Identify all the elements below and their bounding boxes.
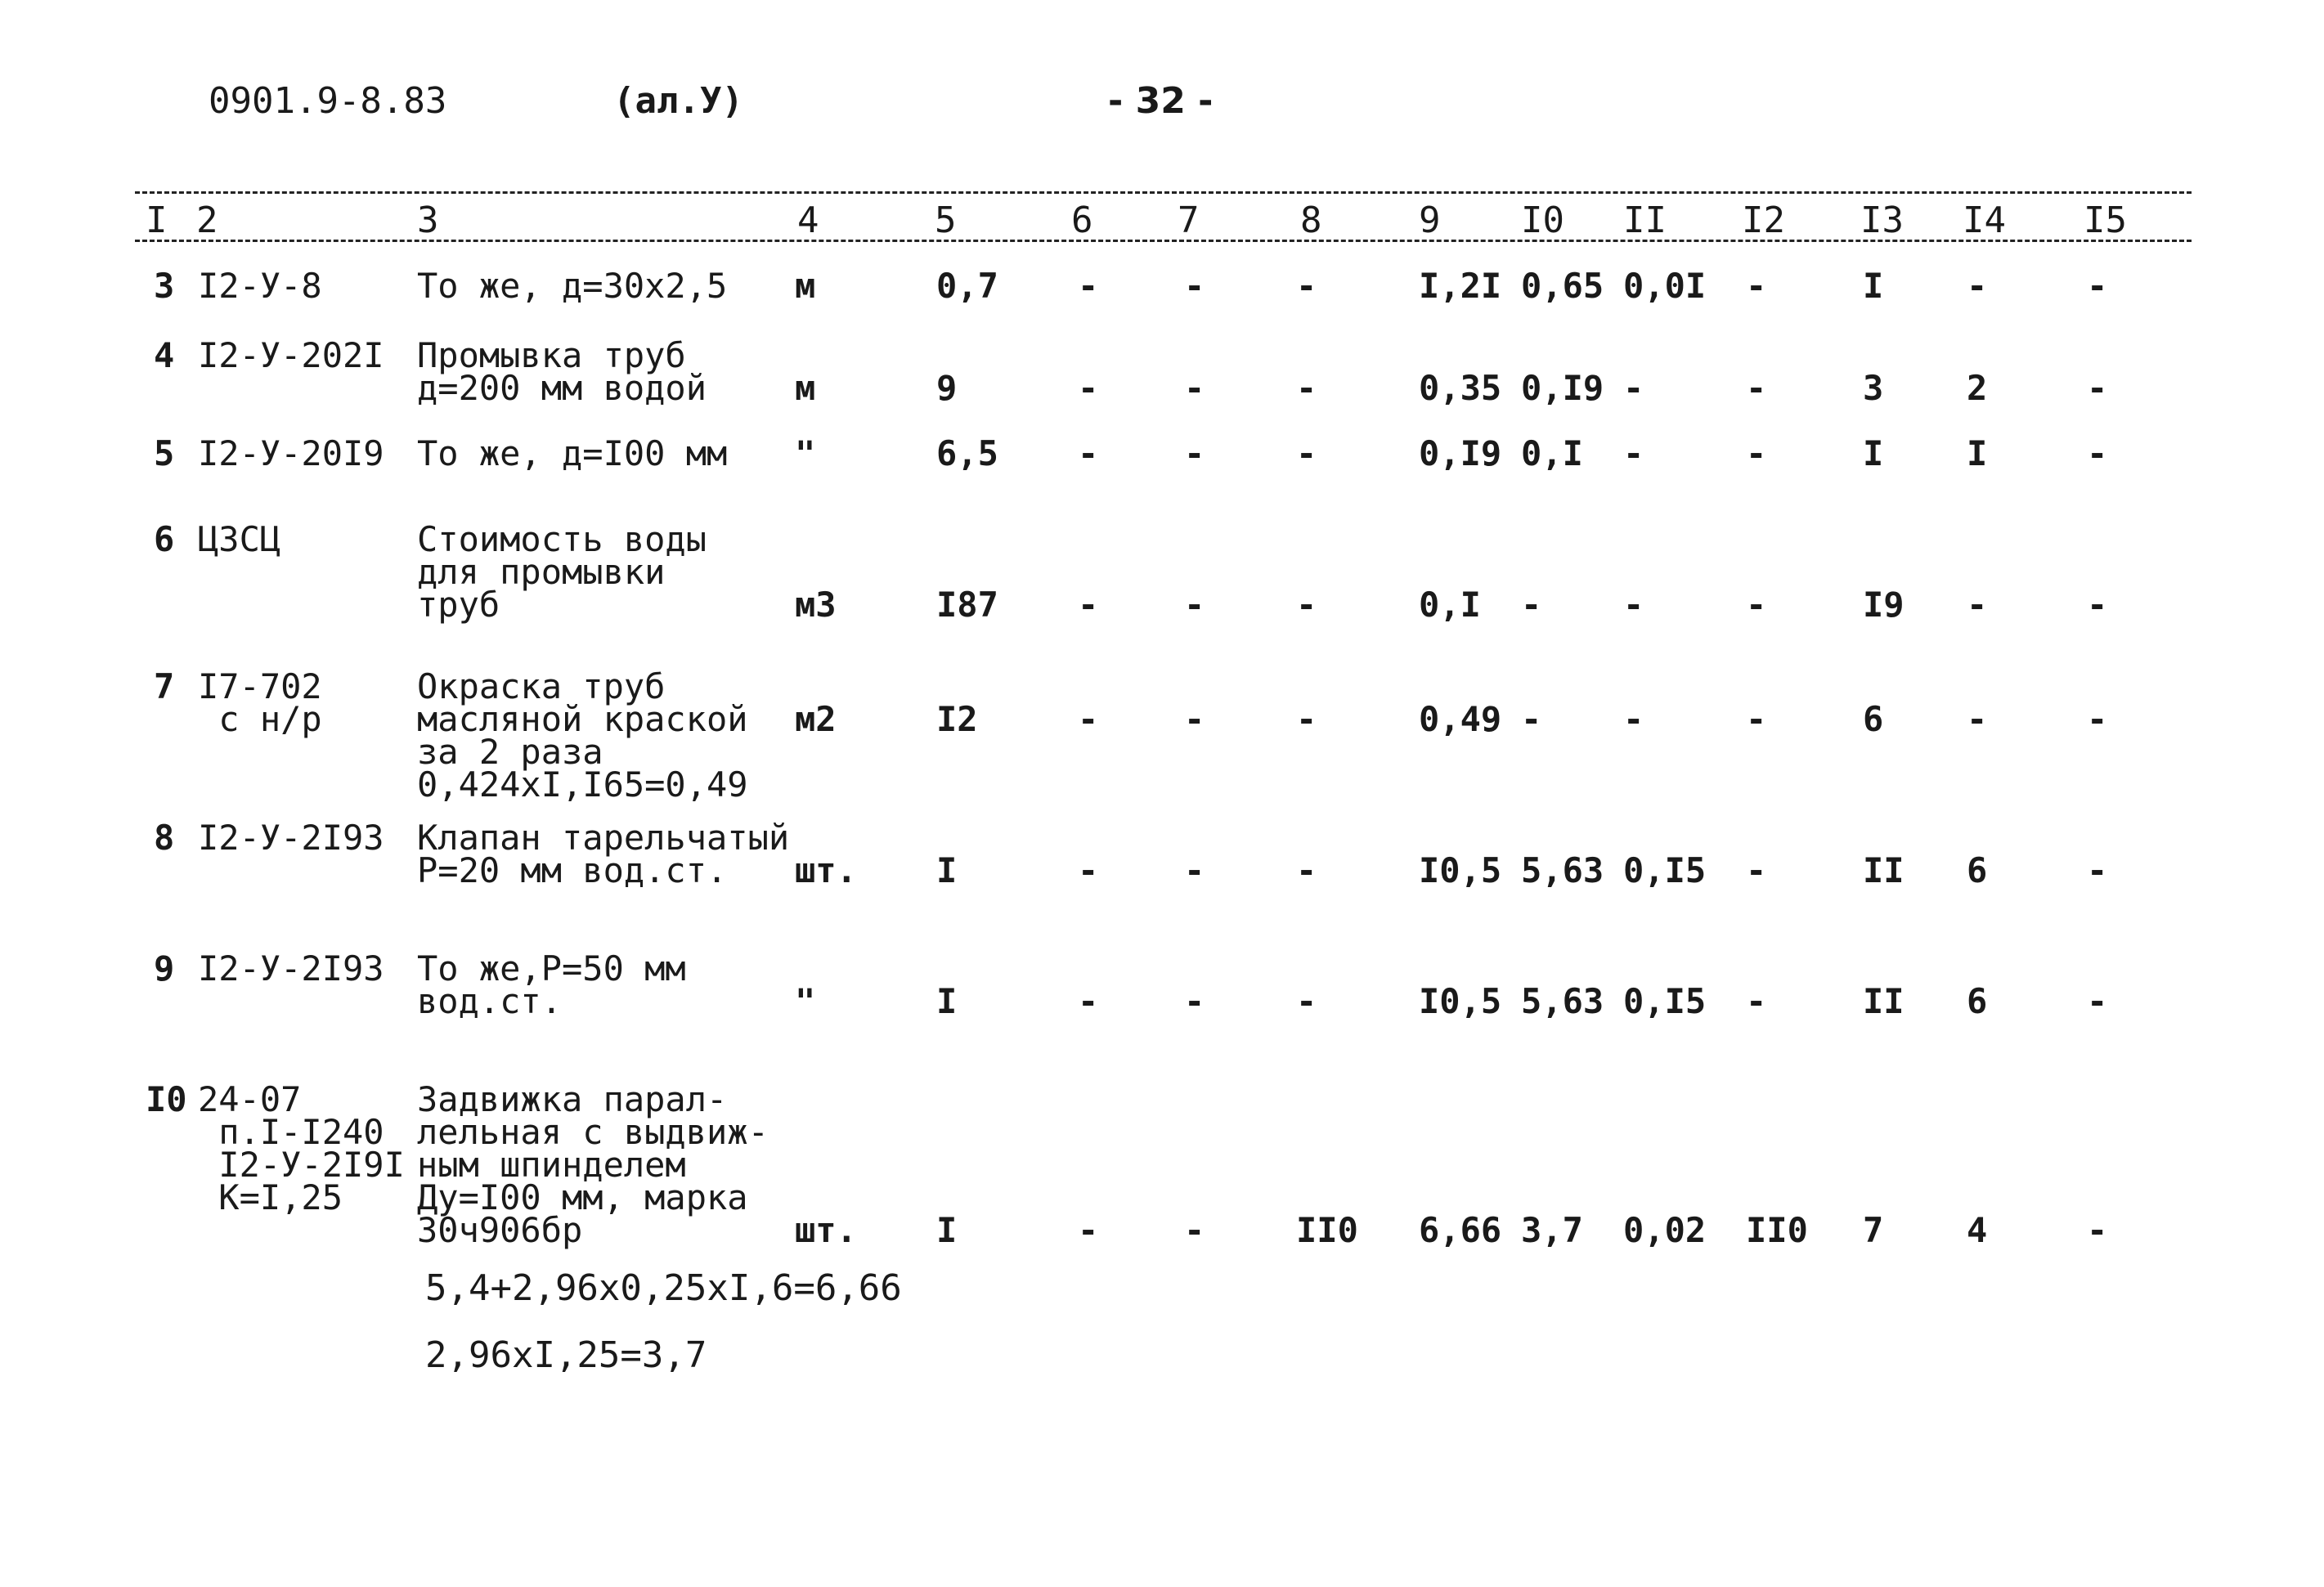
- row-I0-c11: 0,02: [1623, 1210, 1707, 1250]
- row-6-n: 6: [154, 519, 175, 559]
- row-3-c8: -: [1296, 266, 1317, 306]
- column-number-15: I5: [2084, 199, 2127, 241]
- row-8-c13: II: [1863, 850, 1905, 890]
- row-9-c14: 6: [1967, 981, 1988, 1021]
- row-7-qty: I2: [936, 699, 978, 739]
- row-8-c11: 0,I5: [1623, 850, 1707, 890]
- row-5-c9: 0,I9: [1419, 433, 1502, 473]
- row-I0-c6: -: [1078, 1210, 1099, 1250]
- row-4-c13: 3: [1863, 368, 1884, 408]
- row-3-c6: -: [1078, 266, 1099, 306]
- row-4-qty: 9: [936, 368, 958, 408]
- row-3-desc: То же, д=30х2,5: [417, 266, 728, 306]
- row-I0-c9: 6,66: [1419, 1210, 1502, 1250]
- row-I0-desc: Задвижка парал- лельная с выдвиж- ным шпинделем Ду=I00 мм, марка 30ч906бр: [417, 1079, 769, 1250]
- row-5-c7: -: [1184, 433, 1205, 473]
- row-5-c13: I: [1863, 433, 1884, 473]
- row-8-desc: Клапан тарельчатый Р=20 мм вод.ст.: [417, 818, 790, 890]
- row-5-c8: -: [1296, 433, 1317, 473]
- row-3-c7: -: [1184, 266, 1205, 306]
- row-4-desc: Промывка труб д=200 мм водой: [417, 335, 707, 408]
- row-8-c9: I0,5: [1419, 850, 1502, 890]
- column-number-2: 2: [196, 199, 218, 241]
- table-top-rule: [135, 191, 2192, 194]
- row-4-n: 4: [154, 335, 175, 375]
- row-9-c13: II: [1863, 981, 1905, 1021]
- row-3-c15: -: [2087, 266, 2108, 306]
- column-number-10: I0: [1521, 199, 1564, 241]
- row-3-c10: 0,65: [1521, 266, 1604, 306]
- row-9-c12: -: [1746, 981, 1767, 1021]
- row-4-unit: м: [795, 368, 816, 408]
- document-code: 0901.9-8.83: [209, 80, 447, 122]
- row-I0-c10: 3,7: [1521, 1210, 1583, 1250]
- row-9-desc: То же,Р=50 мм вод.ст.: [417, 948, 686, 1021]
- note-formula: 2,96хI,25=3,7: [425, 1334, 707, 1376]
- column-number-3: 3: [417, 199, 439, 241]
- row-9-c8: -: [1296, 981, 1317, 1021]
- row-I0-c7: -: [1184, 1210, 1205, 1250]
- row-6-c11: -: [1623, 585, 1644, 625]
- row-I0-qty: I: [936, 1210, 958, 1250]
- column-number-13: I3: [1860, 199, 1904, 241]
- row-3-code: I2-У-8: [198, 266, 322, 306]
- row-8-qty: I: [936, 850, 958, 890]
- row-7-c11: -: [1623, 699, 1644, 739]
- row-9-c11: 0,I5: [1623, 981, 1707, 1021]
- column-number-7: 7: [1178, 199, 1200, 241]
- row-3-c12: -: [1746, 266, 1767, 306]
- row-8-c15: -: [2087, 850, 2108, 890]
- row-7-c9: 0,49: [1419, 699, 1502, 739]
- row-7-c6: -: [1078, 699, 1099, 739]
- row-4-c8: -: [1296, 368, 1317, 408]
- column-number-11: II: [1623, 199, 1667, 241]
- sheet-label: (ал.У): [613, 80, 743, 122]
- row-8-c14: 6: [1967, 850, 1988, 890]
- page-number: - 32 -: [1108, 80, 1214, 122]
- row-5-c15: -: [2087, 433, 2108, 473]
- row-7-desc: Окраска труб масляной краской за 2 раза 0,424хI,I65=0,49: [417, 666, 748, 805]
- row-6-c9: 0,I: [1419, 585, 1481, 625]
- row-8-code: I2-У-2I93: [198, 818, 384, 858]
- row-8-c8: -: [1296, 850, 1317, 890]
- row-6-c13: I9: [1863, 585, 1905, 625]
- row-8-c10: 5,63: [1521, 850, 1604, 890]
- column-number-12: I2: [1742, 199, 1785, 241]
- row-5-c6: -: [1078, 433, 1099, 473]
- row-7-c8: -: [1296, 699, 1317, 739]
- row-9-c9: I0,5: [1419, 981, 1502, 1021]
- row-5-n: 5: [154, 433, 175, 473]
- row-4-c10: 0,I9: [1521, 368, 1604, 408]
- row-4-c6: -: [1078, 368, 1099, 408]
- row-9-c7: -: [1184, 981, 1205, 1021]
- row-3-qty: 0,7: [936, 266, 998, 306]
- row-3-n: 3: [154, 266, 175, 306]
- row-I0-code: 24-07 п.I-I240 I2-У-2I9I К=I,25: [198, 1079, 405, 1217]
- column-number-8: 8: [1300, 199, 1322, 241]
- row-6-c15: -: [2087, 585, 2108, 625]
- row-5-unit: ": [795, 433, 816, 473]
- row-7-code: I7-702 с н/р: [198, 666, 322, 739]
- row-3-c14: -: [1967, 266, 1988, 306]
- row-7-c7: -: [1184, 699, 1205, 739]
- row-7-c15: -: [2087, 699, 2108, 739]
- row-9-n: 9: [154, 948, 175, 989]
- row-6-code: ЦЗСЦ: [198, 519, 281, 559]
- row-5-c14: I: [1967, 433, 1988, 473]
- row-8-unit: шт.: [795, 850, 857, 890]
- column-number-4: 4: [797, 199, 819, 241]
- row-3-c11: 0,0I: [1623, 266, 1707, 306]
- row-3-c13: I: [1863, 266, 1884, 306]
- row-7-unit: м2: [795, 699, 837, 739]
- row-5-desc: То же, д=I00 мм: [417, 433, 728, 473]
- row-4-c7: -: [1184, 368, 1205, 408]
- row-9-c6: -: [1078, 981, 1099, 1021]
- row-9-qty: I: [936, 981, 958, 1021]
- row-4-c12: -: [1746, 368, 1767, 408]
- column-number-9: 9: [1419, 199, 1441, 241]
- row-9-code: I2-У-2I93: [198, 948, 384, 989]
- column-number-5: 5: [935, 199, 957, 241]
- row-7-c14: -: [1967, 699, 1988, 739]
- row-5-c11: -: [1623, 433, 1644, 473]
- row-4-c14: 2: [1967, 368, 1988, 408]
- row-4-c9: 0,35: [1419, 368, 1502, 408]
- row-8-n: 8: [154, 818, 175, 858]
- row-I0-c14: 4: [1967, 1210, 1988, 1250]
- row-6-c7: -: [1184, 585, 1205, 625]
- row-I0-c12: II0: [1746, 1210, 1808, 1250]
- row-5-code: I2-У-20I9: [198, 433, 384, 473]
- row-I0-c8: II0: [1296, 1210, 1358, 1250]
- row-7-c12: -: [1746, 699, 1767, 739]
- row-5-qty: 6,5: [936, 433, 998, 473]
- column-number-14: I4: [1963, 199, 2006, 241]
- row-9-c10: 5,63: [1521, 981, 1604, 1021]
- row-8-c12: -: [1746, 850, 1767, 890]
- row-6-c8: -: [1296, 585, 1317, 625]
- note-formula: 5,4+2,96х0,25хI,6=6,66: [425, 1267, 902, 1309]
- row-6-qty: I87: [936, 585, 998, 625]
- row-3-c9: I,2I: [1419, 266, 1502, 306]
- row-I0-n: I0: [146, 1079, 187, 1119]
- row-8-c6: -: [1078, 850, 1099, 890]
- column-number-6: 6: [1071, 199, 1093, 241]
- row-4-c11: -: [1623, 368, 1644, 408]
- row-I0-c13: 7: [1863, 1210, 1884, 1250]
- row-6-c10: -: [1521, 585, 1542, 625]
- row-7-c13: 6: [1863, 699, 1884, 739]
- row-8-c7: -: [1184, 850, 1205, 890]
- row-3-unit: м: [795, 266, 816, 306]
- row-9-c15: -: [2087, 981, 2108, 1021]
- row-6-c6: -: [1078, 585, 1099, 625]
- row-5-c10: 0,I: [1521, 433, 1583, 473]
- row-6-c14: -: [1967, 585, 1988, 625]
- row-I0-unit: шт.: [795, 1210, 857, 1250]
- row-7-c10: -: [1521, 699, 1542, 739]
- row-6-desc: Стоимость воды для промывки труб: [417, 519, 707, 625]
- row-7-n: 7: [154, 666, 175, 706]
- row-4-code: I2-У-202I: [198, 335, 384, 375]
- column-number-1: I: [146, 199, 168, 241]
- row-6-c12: -: [1746, 585, 1767, 625]
- row-5-c12: -: [1746, 433, 1767, 473]
- row-4-c15: -: [2087, 368, 2108, 408]
- row-6-unit: м3: [795, 585, 837, 625]
- row-9-unit: ": [795, 981, 816, 1021]
- row-I0-c15: -: [2087, 1210, 2108, 1250]
